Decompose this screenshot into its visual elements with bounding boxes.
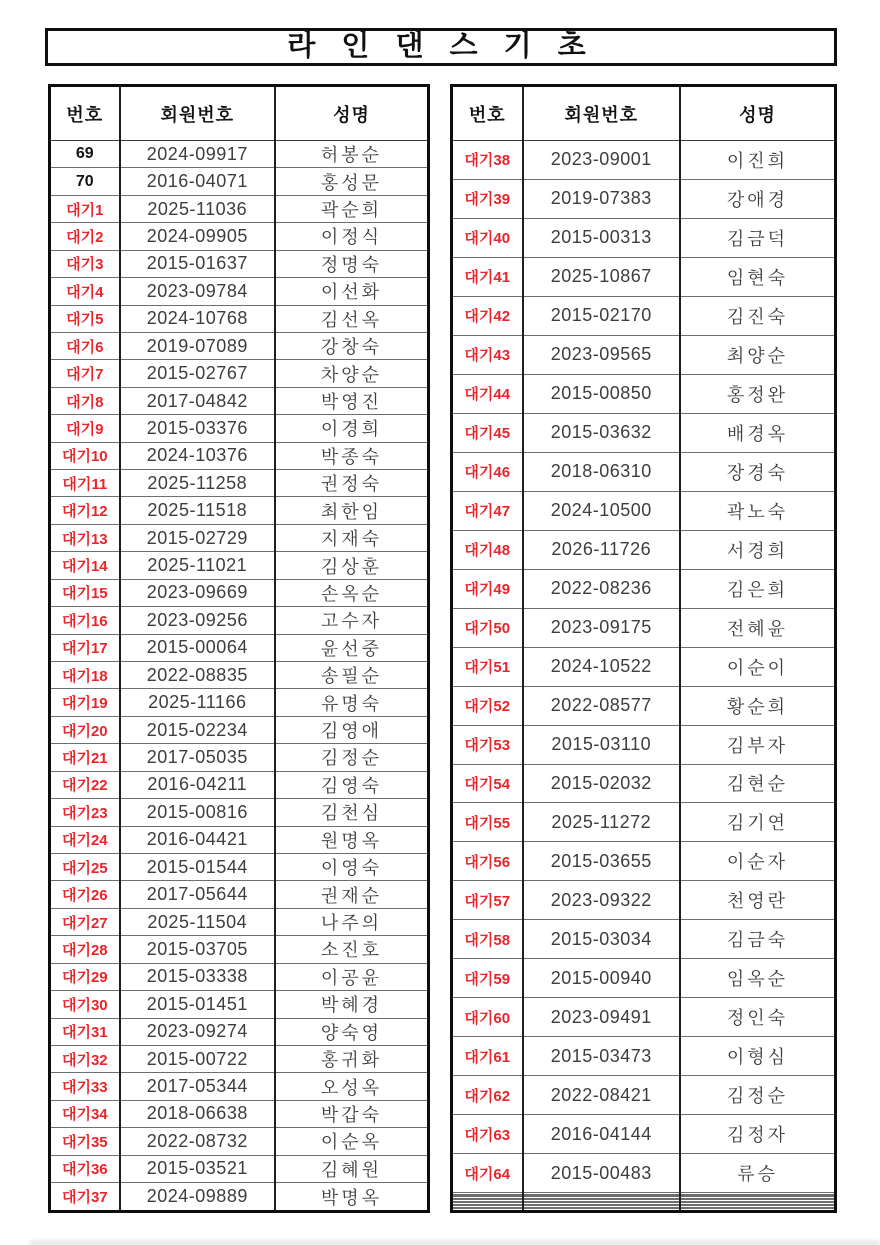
table-row [50,689,429,716]
table-row [452,764,836,803]
name-cell: 곽노숙 [680,491,836,530]
name-cell: 김진숙 [680,296,836,335]
column-header-1: 회원번호 [523,86,680,141]
member-number-cell: 2017-05035 [120,744,275,771]
table-row [452,257,836,296]
name-cell: 이정식 [275,223,429,250]
name-cell: 김금덕 [680,218,836,257]
table-row [452,803,836,842]
table-row [50,881,429,908]
row-number-cell: 대기19 [50,689,120,716]
roster-table-right [450,84,837,1213]
header-row [50,86,429,141]
table-row [50,634,429,661]
name-cell: 이진희 [680,141,836,180]
row-number-cell: 대기45 [452,413,523,452]
member-number-cell: 2015-03521 [120,1155,275,1182]
member-number-cell: 2023-09001 [523,141,680,180]
header-row [452,86,836,141]
member-number-cell: 2015-03473 [523,1037,680,1076]
table-row [50,168,429,195]
table-row [50,141,429,168]
row-number-cell: 대기60 [452,998,523,1037]
member-number-cell: 2015-00313 [523,218,680,257]
name-cell: 박혜경 [275,991,429,1018]
table-row [50,662,429,689]
name-cell: 김정순 [275,744,429,771]
member-number-cell: 2025-10867 [523,257,680,296]
row-number-cell: 대기12 [50,497,120,524]
name-cell: 김정자 [680,1115,836,1154]
table-row [50,963,429,990]
row-number-cell: 대기22 [50,771,120,798]
column-header-0: 번호 [452,86,523,141]
row-number-cell: 대기40 [452,218,523,257]
table-row [452,296,836,335]
name-cell: 원명옥 [275,826,429,853]
table-row [50,470,429,497]
table-row [452,374,836,413]
row-number-cell: 대기63 [452,1115,523,1154]
roster-table-left [48,84,430,1213]
name-cell: 권정숙 [275,470,429,497]
name-cell: 나주의 [275,908,429,935]
row-number-cell: 70 [50,168,120,195]
name-cell: 오성옥 [275,1073,429,1100]
member-number-cell: 2025-11258 [120,470,275,497]
member-number-cell: 2023-09565 [523,335,680,374]
table-row [452,1076,836,1115]
name-cell: 김영숙 [275,771,429,798]
member-number-cell: 2016-04211 [120,771,275,798]
row-number-cell: 대기15 [50,579,120,606]
row-number-cell: 대기59 [452,959,523,998]
name-cell: 최양순 [680,335,836,374]
member-number-cell: 2025-11504 [120,908,275,935]
row-number-cell: 대기33 [50,1073,120,1100]
table-row [452,1154,836,1193]
column-header-1: 회원번호 [120,86,275,141]
member-number-cell: 2025-11272 [523,803,680,842]
row-number-cell: 대기62 [452,1076,523,1115]
member-number-cell: 2017-04842 [120,387,275,414]
table-row [50,908,429,935]
table-row [50,195,429,222]
column-header-0: 번호 [50,86,120,141]
row-number-cell: 대기8 [50,387,120,414]
member-number-cell: 2016-04144 [523,1115,680,1154]
table-row [452,686,836,725]
row-number-cell: 대기58 [452,920,523,959]
table-row [452,1037,836,1076]
row-number-cell: 대기7 [50,360,120,387]
empty-row [452,1208,836,1211]
row-number-cell: 대기21 [50,744,120,771]
table-row [50,1045,429,1072]
table-row [452,530,836,569]
row-number-cell: 대기35 [50,1128,120,1155]
row-number-cell: 대기28 [50,936,120,963]
member-number-cell: 2024-10500 [523,491,680,530]
member-number-cell: 2025-11166 [120,689,275,716]
member-number-cell: 2015-03655 [523,842,680,881]
table-row [50,524,429,551]
name-cell: 차양순 [275,360,429,387]
name-cell: 소진호 [275,936,429,963]
row-number-cell: 대기56 [452,842,523,881]
name-cell: 박갑숙 [275,1100,429,1127]
table-row [452,647,836,686]
member-number-cell: 2023-09491 [523,998,680,1037]
name-cell [680,1208,836,1211]
table-row [452,569,836,608]
name-cell: 임현숙 [680,257,836,296]
table-row [50,991,429,1018]
name-cell: 김기연 [680,803,836,842]
member-number-cell: 2016-04071 [120,168,275,195]
table-row [50,579,429,606]
member-number-cell: 2015-03338 [120,963,275,990]
table-row [50,607,429,634]
column-header-2: 성명 [275,86,429,141]
name-cell: 김상훈 [275,552,429,579]
row-number-cell: 대기61 [452,1037,523,1076]
table-row [50,552,429,579]
row-number-cell: 대기30 [50,991,120,1018]
row-number-cell: 대기53 [452,725,523,764]
row-number-cell: 대기43 [452,335,523,374]
member-number-cell: 2023-09274 [120,1018,275,1045]
member-number-cell: 2015-00483 [523,1154,680,1193]
name-cell: 황순희 [680,686,836,725]
name-cell: 강애경 [680,179,836,218]
name-cell: 정명숙 [275,250,429,277]
row-number-cell: 대기3 [50,250,120,277]
row-number-cell: 대기23 [50,799,120,826]
name-cell: 김천심 [275,799,429,826]
table-row [50,744,429,771]
table-row [50,936,429,963]
member-number-cell: 2015-00850 [523,374,680,413]
row-number-cell: 대기17 [50,634,120,661]
name-cell: 배경옥 [680,413,836,452]
member-number-cell: 2015-02767 [120,360,275,387]
member-number-cell: 2022-08577 [523,686,680,725]
row-number-cell: 대기4 [50,278,120,305]
row-number-cell: 대기16 [50,607,120,634]
row-number-cell: 대기1 [50,195,120,222]
member-number-cell: 2016-04421 [120,826,275,853]
row-number-cell: 대기27 [50,908,120,935]
name-cell: 정인숙 [680,998,836,1037]
row-number-cell: 대기48 [452,530,523,569]
row-number-cell: 대기46 [452,452,523,491]
member-number-cell: 2025-11036 [120,195,275,222]
table-row [452,725,836,764]
name-cell: 김현순 [680,764,836,803]
table-row [50,799,429,826]
name-cell: 송필순 [275,662,429,689]
table-row [50,332,429,359]
row-number-cell: 대기51 [452,647,523,686]
row-number-cell: 대기34 [50,1100,120,1127]
member-number-cell: 2017-05644 [120,881,275,908]
member-number-cell [523,1208,680,1211]
row-number-cell: 대기26 [50,881,120,908]
member-number-cell: 2024-10376 [120,442,275,469]
table-row [50,497,429,524]
name-cell: 김선옥 [275,305,429,332]
page-bottom-scan-artifact [30,1241,880,1245]
name-cell: 김은희 [680,569,836,608]
table-row [50,1073,429,1100]
row-number-cell: 대기49 [452,569,523,608]
member-number-cell: 2015-01451 [120,991,275,1018]
member-number-cell: 2024-10522 [523,647,680,686]
row-number-cell: 대기25 [50,853,120,880]
name-cell: 유명숙 [275,689,429,716]
row-number-cell: 대기54 [452,764,523,803]
table-row [50,771,429,798]
table-row [452,881,836,920]
column-header-2: 성명 [680,86,836,141]
member-number-cell: 2022-08835 [120,662,275,689]
row-number-cell: 대기6 [50,332,120,359]
member-number-cell: 2017-05344 [120,1073,275,1100]
row-number-cell: 대기50 [452,608,523,647]
row-number-cell: 대기64 [452,1154,523,1193]
row-number-cell: 대기39 [452,179,523,218]
name-cell: 이형심 [680,1037,836,1076]
name-cell: 김부자 [680,725,836,764]
member-number-cell: 2024-09905 [120,223,275,250]
member-number-cell: 2022-08421 [523,1076,680,1115]
member-number-cell: 2023-09256 [120,607,275,634]
row-number-cell: 대기42 [452,296,523,335]
row-number-cell: 대기37 [50,1183,120,1212]
page-title: 라 인 댄 스 기 초 [287,29,595,62]
table-row [452,998,836,1037]
name-cell: 류승 [680,1154,836,1193]
row-number-cell: 대기18 [50,662,120,689]
table-row [452,335,836,374]
name-cell: 박영진 [275,387,429,414]
table-row [452,452,836,491]
member-number-cell: 2015-03376 [120,415,275,442]
member-number-cell: 2023-09784 [120,278,275,305]
table-row [50,278,429,305]
row-number-cell: 대기32 [50,1045,120,1072]
row-number-cell: 대기20 [50,716,120,743]
row-number-cell: 대기13 [50,524,120,551]
name-cell: 손옥순 [275,579,429,606]
table-row [452,491,836,530]
table-row [452,1115,836,1154]
name-cell: 이순자 [680,842,836,881]
row-number-cell: 대기10 [50,442,120,469]
table-row [50,1155,429,1182]
row-number-cell: 대기38 [452,141,523,180]
table-row [452,179,836,218]
row-number-cell: 대기9 [50,415,120,442]
name-cell: 홍귀화 [275,1045,429,1072]
name-cell: 이경희 [275,415,429,442]
table-row [50,1018,429,1045]
row-number-cell: 대기55 [452,803,523,842]
table-row [452,141,836,180]
name-cell: 이순이 [680,647,836,686]
name-cell: 권재순 [275,881,429,908]
row-number-cell: 대기5 [50,305,120,332]
table-row [452,413,836,452]
name-cell: 홍성문 [275,168,429,195]
member-number-cell: 2024-09889 [120,1183,275,1212]
member-number-cell: 2015-00816 [120,799,275,826]
member-number-cell: 2026-11726 [523,530,680,569]
table-row [50,305,429,332]
table-row [50,1100,429,1127]
member-number-cell: 2015-00722 [120,1045,275,1072]
row-number-cell: 대기44 [452,374,523,413]
row-number-cell: 대기24 [50,826,120,853]
member-number-cell: 2015-02729 [120,524,275,551]
name-cell: 양숙영 [275,1018,429,1045]
row-number-cell: 대기52 [452,686,523,725]
table-row [452,959,836,998]
name-cell: 윤선중 [275,634,429,661]
name-cell: 이영숙 [275,853,429,880]
member-number-cell: 2018-06638 [120,1100,275,1127]
table-row [452,842,836,881]
table-row [50,853,429,880]
member-number-cell: 2015-02234 [120,716,275,743]
row-number-cell: 대기14 [50,552,120,579]
name-cell: 장경숙 [680,452,836,491]
table-row [50,250,429,277]
table-row [452,920,836,959]
name-cell: 이선화 [275,278,429,305]
member-number-cell: 2018-06310 [523,452,680,491]
table-row [50,387,429,414]
member-number-cell: 2015-01544 [120,853,275,880]
table-row [452,218,836,257]
name-cell: 이공윤 [275,963,429,990]
name-cell: 서경희 [680,530,836,569]
name-cell: 김금숙 [680,920,836,959]
table-row [50,442,429,469]
table-row [50,360,429,387]
name-cell: 김혜원 [275,1155,429,1182]
member-number-cell: 2019-07383 [523,179,680,218]
name-cell: 고수자 [275,607,429,634]
member-number-cell: 2015-03034 [523,920,680,959]
member-number-cell: 2019-07089 [120,332,275,359]
table-row [452,608,836,647]
row-number-cell: 대기29 [50,963,120,990]
member-number-cell: 2015-02170 [523,296,680,335]
member-number-cell: 2015-01637 [120,250,275,277]
name-cell: 김정순 [680,1076,836,1115]
row-number-cell: 대기11 [50,470,120,497]
name-cell: 강창숙 [275,332,429,359]
row-number-cell: 대기2 [50,223,120,250]
table-row [50,826,429,853]
name-cell: 박종숙 [275,442,429,469]
member-number-cell: 2022-08236 [523,569,680,608]
member-number-cell: 2015-00064 [120,634,275,661]
table-row [50,716,429,743]
row-number-cell: 대기36 [50,1155,120,1182]
member-number-cell: 2024-09917 [120,141,275,168]
table-row [50,1183,429,1212]
row-number-cell: 대기41 [452,257,523,296]
member-number-cell: 2023-09175 [523,608,680,647]
row-number-cell: 대기47 [452,491,523,530]
member-number-cell: 2015-03705 [120,936,275,963]
member-number-cell: 2015-03632 [523,413,680,452]
member-number-cell: 2015-03110 [523,725,680,764]
name-cell: 이순옥 [275,1128,429,1155]
name-cell: 김영애 [275,716,429,743]
document-title-box [45,28,837,66]
name-cell: 천영란 [680,881,836,920]
name-cell: 허봉순 [275,141,429,168]
name-cell: 홍정완 [680,374,836,413]
table-row [50,223,429,250]
row-number-cell: 대기57 [452,881,523,920]
member-number-cell: 2024-10768 [120,305,275,332]
table-row [50,1128,429,1155]
member-number-cell: 2025-11518 [120,497,275,524]
name-cell: 전혜윤 [680,608,836,647]
member-number-cell: 2023-09669 [120,579,275,606]
row-number-cell: 69 [50,141,120,168]
member-number-cell: 2015-02032 [523,764,680,803]
name-cell: 최한임 [275,497,429,524]
row-number-cell [452,1208,523,1211]
name-cell: 곽순희 [275,195,429,222]
name-cell: 임옥순 [680,959,836,998]
table-row [50,415,429,442]
name-cell: 지재숙 [275,524,429,551]
row-number-cell: 대기31 [50,1018,120,1045]
name-cell: 박명옥 [275,1183,429,1212]
member-number-cell: 2023-09322 [523,881,680,920]
member-number-cell: 2015-00940 [523,959,680,998]
member-number-cell: 2025-11021 [120,552,275,579]
member-number-cell: 2022-08732 [120,1128,275,1155]
